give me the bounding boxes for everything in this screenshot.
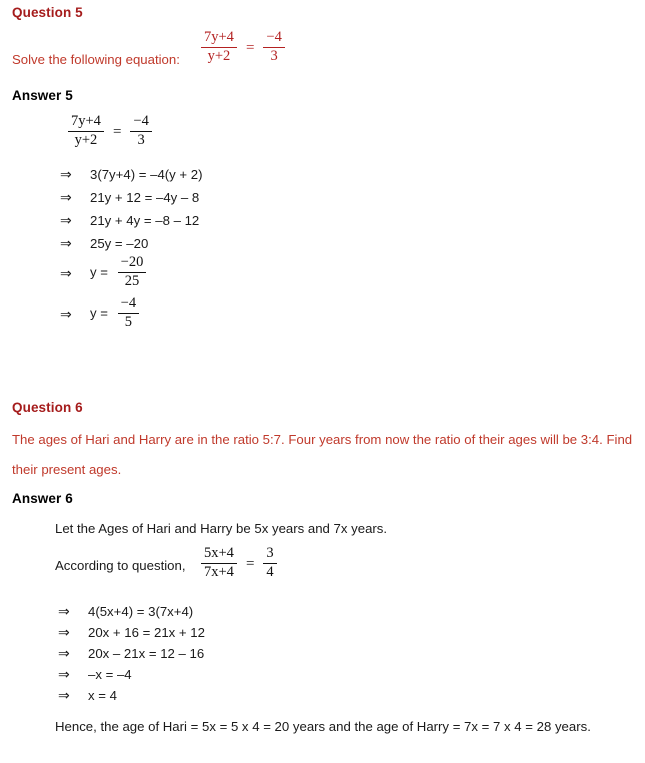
answer-5-rhs-denominator: 3 [130, 131, 151, 149]
answer-5-step-6-numerator: −4 [120, 295, 137, 311]
implies-arrow-icon: ⇒ [60, 264, 72, 281]
implies-arrow-icon: ⇒ [60, 189, 72, 205]
answer-5-step-5 [60, 256, 148, 290]
answer-6-step-4-text: –x = –4 [88, 667, 132, 682]
implies-arrow-icon: ⇒ [60, 235, 72, 251]
answer-6-step-5-text: x = 4 [88, 688, 117, 703]
answer-5-step-6-lead: y = [90, 305, 108, 321]
implies-arrow-icon: ⇒ [58, 666, 70, 682]
answer-6-according-label: According to question, [55, 558, 186, 573]
answer-5-equals-sign: = [112, 123, 122, 140]
answer-5-lhs-fraction [68, 114, 104, 148]
answer-5-rhs-numerator: −4 [133, 113, 149, 129]
implies-arrow-icon: ⇒ [60, 305, 72, 322]
answer-6-rhs-numerator: 3 [266, 545, 274, 561]
question-5-equation [199, 31, 287, 65]
answer-5-lhs-numerator: 7y+4 [71, 113, 101, 129]
question-6-heading: Question 6 [12, 400, 83, 415]
implies-arrow-icon: ⇒ [58, 645, 70, 661]
implies-arrow-icon: ⇒ [58, 624, 70, 640]
answer-6-step-1 [58, 603, 193, 620]
answer-6-lhs-denominator: 7x+4 [201, 563, 237, 581]
answer-6-lhs-numerator: 5x+4 [204, 545, 234, 561]
question-5-lhs-denominator: y+2 [201, 47, 237, 65]
answer-5-step-5-lead: y = [90, 264, 108, 280]
implies-arrow-icon: ⇒ [60, 212, 72, 228]
answer-5-rhs-fraction [130, 114, 151, 148]
answer-5-step-5-numerator: −20 [120, 254, 144, 270]
answer-6-heading: Answer 6 [12, 491, 73, 506]
answer-5-step-4 [60, 235, 148, 252]
question-5-lhs-numerator: 7y+4 [204, 29, 234, 45]
question-5-prompt-text: Solve the following equation: [12, 52, 180, 67]
question-5-rhs-numerator: −4 [266, 29, 282, 45]
implies-arrow-icon: ⇒ [58, 687, 70, 703]
question-5-equals-sign: = [245, 39, 255, 56]
answer-5-step-6-text [90, 297, 141, 331]
answer-6-step-3-text: 20x – 21x = 12 – 16 [88, 646, 205, 661]
question-5-lhs-fraction [201, 30, 237, 64]
answer-6-step-2-text: 20x + 16 = 21x + 12 [88, 625, 205, 640]
question-5-rhs-denominator: 3 [263, 47, 284, 65]
answer-6-rhs-fraction [263, 546, 276, 580]
answer-5-step-2 [60, 189, 199, 206]
answer-5-step-5-fraction [118, 255, 147, 289]
answer-5-step-4-text: 25y = –20 [90, 236, 149, 251]
answer-6-step-5 [58, 687, 117, 704]
answer-5-step-5-text [90, 256, 148, 290]
answer-6-step-4 [58, 666, 132, 683]
answer-5-step-6 [60, 297, 141, 331]
answer-5-step-1 [60, 166, 203, 183]
answer-6-lhs-fraction [201, 546, 237, 580]
answer-6-conclusion: Hence, the age of Hari = 5x = 5 x 4 = 20 years and the age of Harry = 7x = 7 x 4 = 28 years. [55, 719, 591, 734]
answer-5-heading: Answer 5 [12, 88, 73, 103]
implies-arrow-icon: ⇒ [60, 166, 72, 182]
question-5-rhs-fraction [263, 30, 284, 64]
implies-arrow-icon: ⇒ [58, 603, 70, 619]
answer-6-step-3 [58, 645, 204, 662]
question-6-body: The ages of Hari and Harry are in the ratio 5:7. Four years from now the ratio of their ages will be 3:4. Find their present ages. [12, 432, 633, 477]
answer-5-lhs-denominator: y+2 [68, 131, 104, 149]
answer-5-step-1-text: 3(7y+4) = –4(y + 2) [90, 167, 203, 182]
answer-5-step-5-denominator: 25 [118, 272, 147, 290]
answer-5-step-3-text: 21y + 4y = –8 – 12 [90, 213, 200, 228]
question-5-heading: Question 5 [12, 5, 83, 20]
answer-6-equals-sign: = [245, 555, 255, 572]
answer-6-intro: Let the Ages of Hari and Harry be 5x years and 7x years. [55, 521, 388, 536]
answer-6-step-2 [58, 624, 205, 641]
answer-5-step-2-text: 21y + 12 = –4y – 8 [90, 190, 200, 205]
answer-6-step-1-text: 4(5x+4) = 3(7x+4) [88, 604, 194, 619]
answer-5-step-6-fraction [118, 296, 139, 330]
answer-5-step-3 [60, 212, 199, 229]
answer-5-equation [66, 115, 154, 149]
answer-6-equation [199, 547, 279, 581]
answer-6-rhs-denominator: 4 [263, 563, 276, 581]
answer-5-step-6-denominator: 5 [118, 313, 139, 331]
